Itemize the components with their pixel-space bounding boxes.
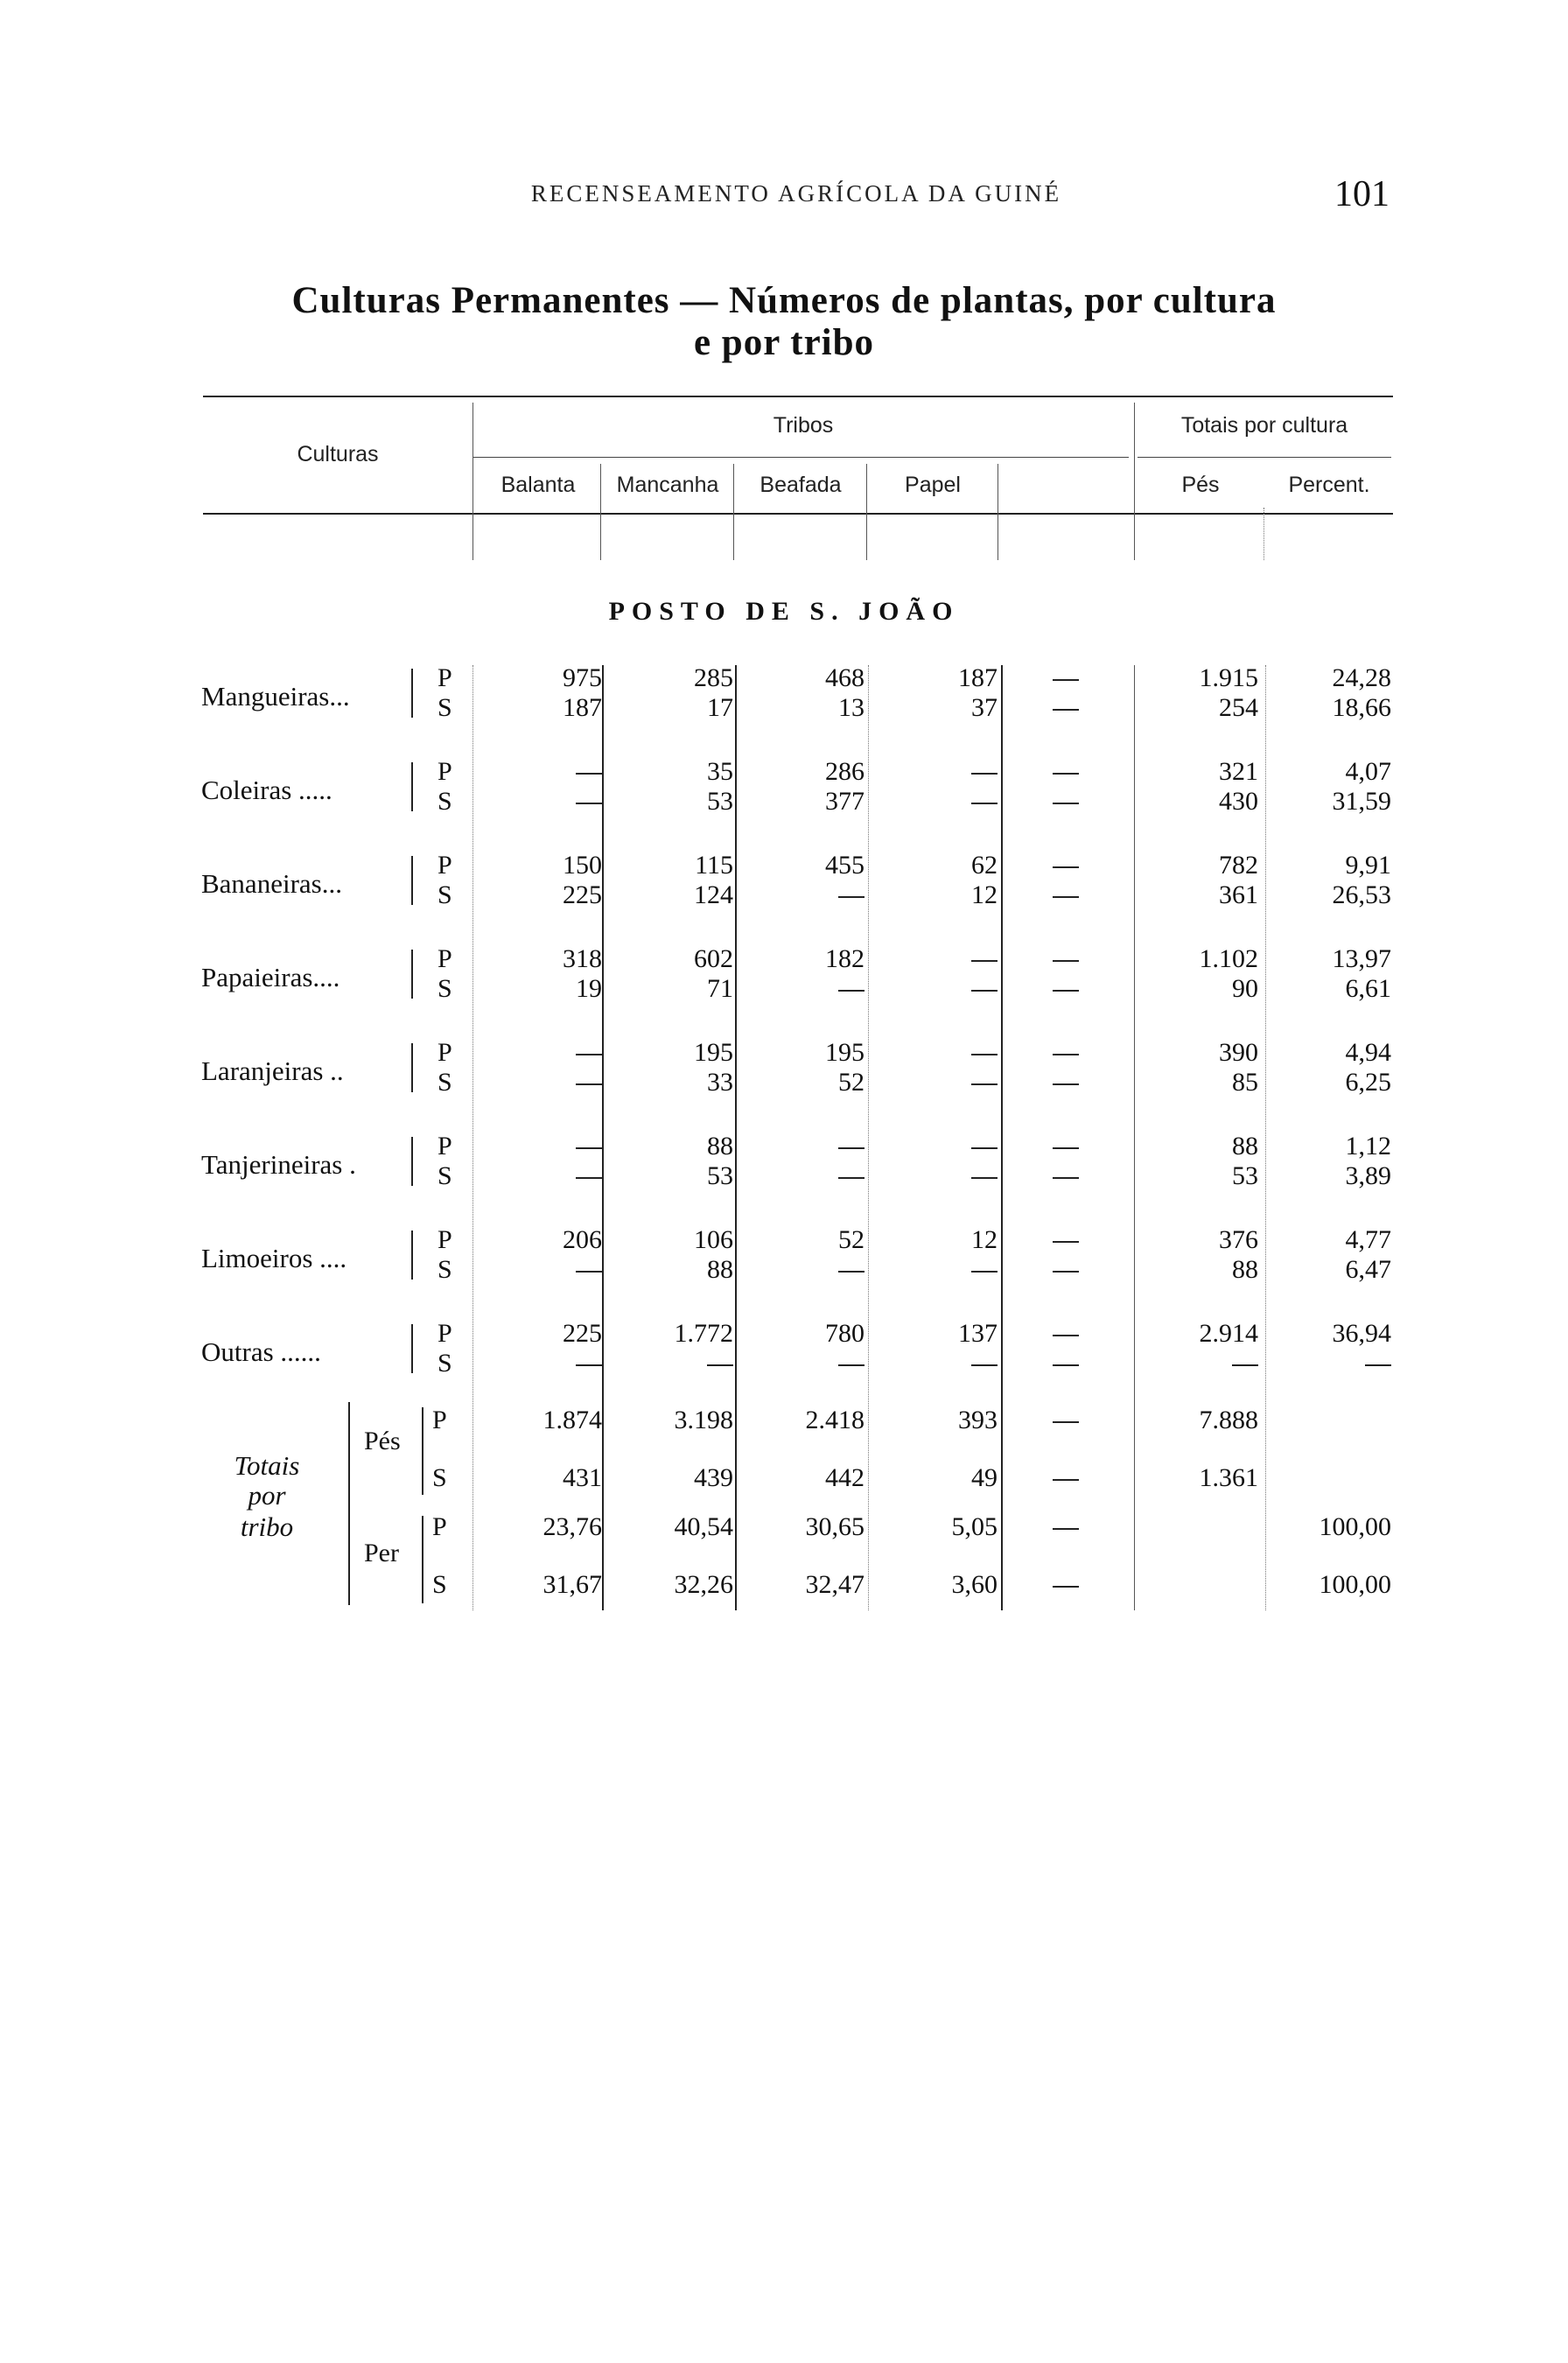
dash-mark <box>971 1271 998 1273</box>
cell-pes: 321 <box>1219 757 1258 786</box>
dash-mark <box>971 990 998 992</box>
cell-blank <box>1046 1570 1085 1600</box>
cell-mancanha: 40,54 <box>674 1512 733 1541</box>
dash-mark <box>1053 1586 1079 1588</box>
dash-mark <box>1053 1241 1079 1243</box>
cell-beafada: 780 <box>825 1319 864 1348</box>
cell-balanta: 225 <box>563 880 602 909</box>
cell-pes: 2.914 <box>1199 1319 1258 1348</box>
cell-mancanha: 33 <box>707 1068 733 1097</box>
cell-blank <box>1046 787 1085 817</box>
cell-papel <box>875 1161 998 1191</box>
cell-blank <box>1046 663 1085 693</box>
cell-mancanha: 124 <box>694 880 733 909</box>
header-tribe-balanta: Balanta <box>500 473 576 497</box>
cell-papel: 37 <box>971 693 998 722</box>
dash-mark <box>1053 709 1079 711</box>
row-type-marker: S <box>432 1570 447 1599</box>
cell-percent: 6,47 <box>1345 1255 1391 1284</box>
cell-balanta: 187 <box>563 693 602 722</box>
row-type-marker: S <box>438 1255 452 1284</box>
cell-mancanha: 1.772 <box>674 1319 733 1348</box>
dash-mark <box>971 1177 998 1179</box>
cell-blank <box>1046 1038 1085 1068</box>
cell-blank <box>1046 1406 1085 1435</box>
cell-percent: 24,28 <box>1332 663 1391 692</box>
cell-mancanha: 3.198 <box>674 1406 733 1434</box>
table-title-line2: e por tribo <box>693 322 875 363</box>
cell-balanta: 23,76 <box>542 1512 602 1541</box>
cell-papel <box>875 1349 998 1378</box>
cell-papel: 12 <box>971 880 998 909</box>
row-label: Bananeiras... <box>201 868 342 899</box>
cell-percent: 36,94 <box>1332 1319 1391 1348</box>
row-label: Limoeiros .... <box>201 1243 347 1273</box>
cell-beafada: 30,65 <box>805 1512 864 1541</box>
header-percent: Percent. <box>1288 473 1370 497</box>
cell-papel: 49 <box>971 1463 998 1492</box>
cell-mancanha: 88 <box>707 1132 733 1160</box>
table-row-s <box>0 787 1568 817</box>
pes-brace <box>422 1407 424 1495</box>
cell-beafada <box>742 974 864 1004</box>
table-row-p <box>0 1225 1568 1255</box>
cell-percent: 4,07 <box>1345 757 1391 786</box>
table-row-p <box>0 851 1568 880</box>
totals-label-3: tribo <box>240 1511 294 1542</box>
row-type-marker: P <box>438 851 452 880</box>
cell-mancanha: 32,26 <box>674 1570 733 1599</box>
cell-beafada: 2.418 <box>805 1406 864 1434</box>
cell-mancanha: 285 <box>694 663 733 692</box>
cell-papel: 187 <box>958 663 998 692</box>
dash-mark <box>576 1364 602 1366</box>
cell-pes: 430 <box>1219 787 1258 816</box>
cell-balanta <box>480 787 602 817</box>
cell-beafada <box>742 1255 864 1285</box>
cell-blank <box>1046 1132 1085 1161</box>
page-number: 101 <box>1334 174 1390 214</box>
cell-papel: 5,05 <box>951 1512 998 1541</box>
row-type-marker: P <box>438 663 452 692</box>
row-type-marker: S <box>432 1463 447 1492</box>
cell-mancanha: 71 <box>707 974 733 1003</box>
dash-mark <box>576 1177 602 1179</box>
cell-mancanha: 115 <box>695 851 733 880</box>
cell-percent: 100,00 <box>1319 1570 1391 1599</box>
row-label: Tanjerineiras . <box>201 1149 356 1180</box>
totals-row-per-s <box>0 1570 1568 1600</box>
dash-mark <box>838 1271 864 1273</box>
cell-beafada <box>742 1349 864 1378</box>
table-row-s <box>0 1161 1568 1191</box>
cell-percent: 1,12 <box>1345 1132 1391 1160</box>
cell-pes: 390 <box>1219 1038 1258 1067</box>
cell-blank <box>1046 1512 1085 1542</box>
cell-papel <box>875 1068 998 1097</box>
cell-papel: 393 <box>958 1406 998 1434</box>
cell-blank <box>1046 944 1085 974</box>
cell-pes: 782 <box>1219 851 1258 880</box>
cell-papel <box>875 1132 998 1161</box>
dash-mark <box>1053 679 1079 681</box>
cell-balanta <box>480 1132 602 1161</box>
cell-balanta: 975 <box>563 663 602 692</box>
cell-papel <box>875 787 998 817</box>
cell-percent: 3,89 <box>1345 1161 1391 1190</box>
cell-percent <box>1269 1349 1391 1378</box>
row-type-marker: P <box>438 1132 452 1160</box>
table-row-p <box>0 663 1568 693</box>
dash-mark <box>838 1147 864 1149</box>
cell-balanta: 431 <box>563 1463 602 1492</box>
cell-percent: 6,61 <box>1345 974 1391 1003</box>
cell-mancanha: 195 <box>694 1038 733 1067</box>
cell-papel <box>875 944 998 974</box>
row-type-marker: S <box>438 1161 452 1190</box>
dash-mark <box>971 773 998 775</box>
row-type-marker: S <box>438 693 452 722</box>
row-label: Outras ...... <box>201 1336 321 1367</box>
dash-mark <box>1365 1364 1391 1366</box>
cell-mancanha: 53 <box>707 1161 733 1190</box>
cell-blank <box>1046 757 1085 787</box>
cell-balanta: 150 <box>563 851 602 880</box>
cell-blank <box>1046 1161 1085 1191</box>
cell-balanta <box>480 1068 602 1097</box>
row-type-marker: S <box>438 974 452 1003</box>
header-totais: Totais por cultura <box>1180 413 1348 438</box>
row-type-marker: S <box>438 787 452 816</box>
cell-pes: 376 <box>1219 1225 1258 1254</box>
header-tribe-beafada: Beafada <box>760 473 842 497</box>
dash-mark <box>971 1364 998 1366</box>
cell-balanta <box>480 1349 602 1378</box>
cell-pes <box>1136 1349 1258 1378</box>
cell-balanta: 19 <box>576 974 602 1003</box>
header-tribe-papel: Papel <box>905 473 961 497</box>
cell-blank <box>1046 851 1085 880</box>
dash-mark <box>576 1083 602 1085</box>
totals-brace <box>348 1512 350 1605</box>
dash-mark <box>1053 1528 1079 1530</box>
cell-pes: 361 <box>1219 880 1258 909</box>
row-type-marker: P <box>438 944 452 973</box>
totals-brace <box>348 1402 350 1512</box>
cell-percent: 18,66 <box>1332 693 1391 722</box>
dash-mark <box>576 773 602 775</box>
header-pes: Pés <box>1181 473 1220 497</box>
cell-papel: 62 <box>971 851 998 880</box>
table-row-s <box>0 1068 1568 1097</box>
cell-percent: 9,91 <box>1345 851 1391 880</box>
dash-mark <box>1053 1147 1079 1149</box>
cell-blank <box>1046 693 1085 723</box>
dash-mark <box>1053 896 1079 898</box>
dash-mark <box>576 803 602 804</box>
cell-pes: 1.915 <box>1199 663 1258 692</box>
cell-percent: 31,59 <box>1332 787 1391 816</box>
table-row-p <box>0 944 1568 974</box>
table-row-s <box>0 1255 1568 1285</box>
table-title-line1: Culturas Permanentes — Números de plantas, por cultura <box>291 280 1277 321</box>
cell-balanta: 1.874 <box>542 1406 602 1434</box>
table-row-s <box>0 880 1568 910</box>
cell-beafada <box>742 1132 864 1161</box>
cell-mancanha: 602 <box>694 944 733 973</box>
cell-pes: 88 <box>1232 1132 1258 1160</box>
cell-beafada: 377 <box>825 787 864 816</box>
cell-mancanha: 17 <box>707 693 733 722</box>
cell-pes: 53 <box>1232 1161 1258 1190</box>
dash-mark <box>1053 1335 1079 1336</box>
totals-row-pes-p <box>0 1406 1568 1435</box>
dash-mark <box>1053 1054 1079 1055</box>
cell-blank <box>1046 1319 1085 1349</box>
cell-papel <box>875 1255 998 1285</box>
row-label: Mangueiras... <box>201 681 350 712</box>
cell-pes: 1.102 <box>1199 944 1258 973</box>
row-type-marker: P <box>438 1319 452 1348</box>
dash-mark <box>971 960 998 962</box>
row-label: Coleiras ..... <box>201 775 332 805</box>
cell-beafada: 455 <box>825 851 864 880</box>
dash-mark <box>1053 1479 1079 1481</box>
cell-balanta: 318 <box>563 944 602 973</box>
cell-papel: 137 <box>958 1319 998 1348</box>
cell-beafada: 52 <box>838 1225 864 1254</box>
cell-beafada: 52 <box>838 1068 864 1097</box>
dash-mark <box>1053 1421 1079 1423</box>
row-type-marker: S <box>438 880 452 909</box>
cell-pes: 90 <box>1232 974 1258 1003</box>
dash-mark <box>1053 960 1079 962</box>
dash-mark <box>1053 1083 1079 1085</box>
cell-blank <box>1046 1068 1085 1097</box>
cell-balanta: 206 <box>563 1225 602 1254</box>
cell-balanta <box>480 1161 602 1191</box>
cell-beafada <box>742 880 864 910</box>
row-label: Papaieiras.... <box>201 962 340 992</box>
totals-label-2: por <box>248 1480 286 1511</box>
row-label: Laranjeiras .. <box>201 1055 344 1086</box>
cell-mancanha: 88 <box>707 1255 733 1284</box>
cell-pes: 88 <box>1232 1255 1258 1284</box>
dash-mark <box>1053 773 1079 775</box>
dash-mark <box>1053 990 1079 992</box>
totals-pes-label: Pés <box>364 1427 401 1455</box>
cell-blank <box>1046 880 1085 910</box>
row-type-marker: P <box>432 1512 447 1541</box>
cell-percent: 26,53 <box>1332 880 1391 909</box>
dash-mark <box>838 1177 864 1179</box>
dash-mark <box>1053 1177 1079 1179</box>
dash-mark <box>971 1083 998 1085</box>
row-type-marker: P <box>438 757 452 786</box>
dash-mark <box>1053 1271 1079 1273</box>
cell-pes: 1.361 <box>1199 1463 1258 1492</box>
header-tribos: Tribos <box>773 413 834 438</box>
cell-pes: 85 <box>1232 1068 1258 1097</box>
cell-beafada: 32,47 <box>805 1570 864 1599</box>
table-row-s <box>0 693 1568 723</box>
table-row-p <box>0 1132 1568 1161</box>
dash-mark <box>838 896 864 898</box>
row-type-marker: P <box>438 1038 452 1067</box>
cell-percent: 4,94 <box>1345 1038 1391 1067</box>
cell-pes: 254 <box>1219 693 1258 722</box>
totals-per-label: Per <box>364 1539 399 1567</box>
cell-mancanha: 106 <box>694 1225 733 1254</box>
dash-mark <box>838 990 864 992</box>
dash-mark <box>576 1147 602 1149</box>
dash-mark <box>576 1271 602 1273</box>
dash-mark <box>971 803 998 804</box>
dash-mark <box>971 1054 998 1055</box>
cell-papel <box>875 1038 998 1068</box>
cell-blank <box>1046 1255 1085 1285</box>
cell-papel: 12 <box>971 1225 998 1254</box>
totals-label-1: Totais <box>234 1450 300 1481</box>
cell-percent: 4,77 <box>1345 1225 1391 1254</box>
cell-percent: 6,25 <box>1345 1068 1391 1097</box>
cell-blank <box>1046 1463 1085 1493</box>
cell-balanta <box>480 1038 602 1068</box>
table-row-s <box>0 974 1568 1004</box>
table-row-p <box>0 1038 1568 1068</box>
running-header-title: RECENSEAMENTO AGRÍCOLA DA GUINÉ <box>530 180 1062 207</box>
section-title: POSTO DE S. JOÃO <box>608 597 960 626</box>
row-type-marker: S <box>438 1068 452 1097</box>
row-type-marker: P <box>438 1225 452 1254</box>
header-tribe-mancanha: Mancanha <box>616 473 719 497</box>
cell-balanta <box>480 757 602 787</box>
cell-papel <box>875 757 998 787</box>
cell-mancanha: 439 <box>694 1463 733 1492</box>
dash-mark <box>838 1364 864 1366</box>
cell-beafada: 195 <box>825 1038 864 1067</box>
dash-mark <box>707 1364 733 1366</box>
cell-mancanha <box>611 1349 733 1378</box>
dash-mark <box>1053 803 1079 804</box>
cell-papel: 3,60 <box>951 1570 998 1599</box>
cell-balanta: 225 <box>563 1319 602 1348</box>
cell-pes: 7.888 <box>1199 1406 1258 1434</box>
dash-mark <box>1232 1364 1258 1366</box>
cell-mancanha: 35 <box>707 757 733 786</box>
row-type-marker: P <box>432 1406 447 1434</box>
cell-percent: 13,97 <box>1332 944 1391 973</box>
dash-mark <box>576 1054 602 1055</box>
cell-balanta: 31,67 <box>542 1570 602 1599</box>
cell-percent: 100,00 <box>1319 1512 1391 1541</box>
dash-mark <box>1053 866 1079 868</box>
table-row-p <box>0 757 1568 787</box>
cell-beafada: 442 <box>825 1463 864 1492</box>
table-row-p <box>0 1319 1568 1349</box>
dash-mark <box>1053 1364 1079 1366</box>
cell-beafada: 182 <box>825 944 864 973</box>
cell-papel <box>875 974 998 1004</box>
cell-beafada: 286 <box>825 757 864 786</box>
per-brace <box>422 1516 424 1603</box>
dash-mark <box>971 1147 998 1149</box>
header-culturas: Culturas <box>297 442 379 466</box>
cell-balanta <box>480 1255 602 1285</box>
cell-blank <box>1046 974 1085 1004</box>
table-row-s <box>0 1349 1568 1378</box>
cell-beafada <box>742 1161 864 1191</box>
cell-beafada: 468 <box>825 663 864 692</box>
row-type-marker: S <box>438 1349 452 1378</box>
cell-beafada: 13 <box>838 693 864 722</box>
cell-mancanha: 53 <box>707 787 733 816</box>
cell-blank <box>1046 1349 1085 1378</box>
cell-blank <box>1046 1225 1085 1255</box>
